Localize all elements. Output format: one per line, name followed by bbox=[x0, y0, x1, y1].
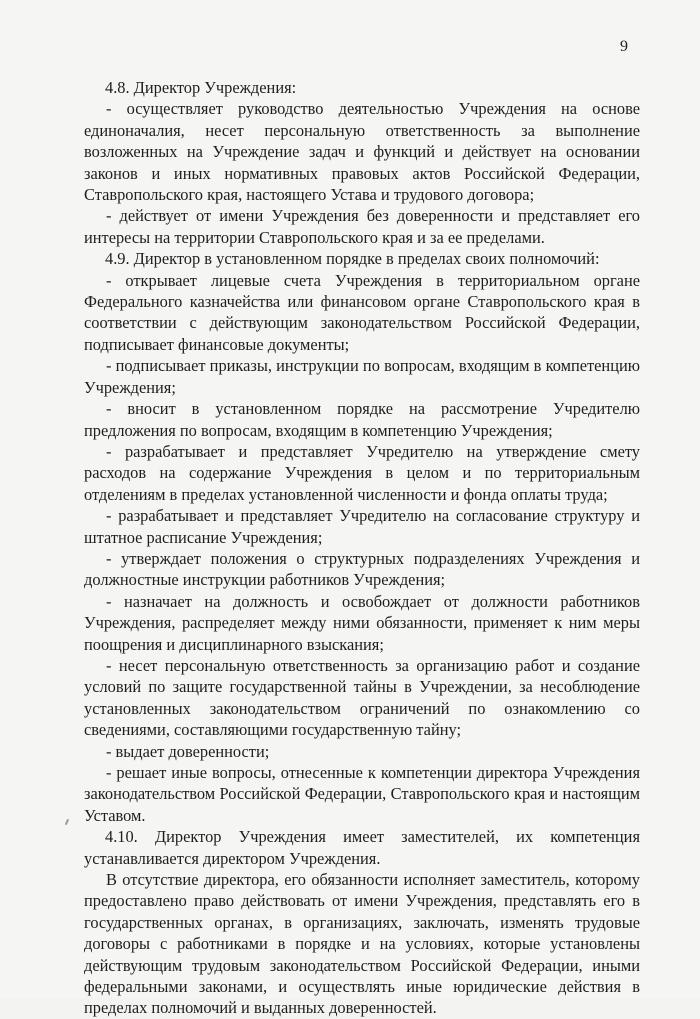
paragraph-proposals: - вносит в установленном порядке на рассмотрение Учредителю предложения по вопросам, входящим в компетенцию Учреждения; bbox=[84, 399, 640, 440]
paragraph-budget: - разрабатывает и представляет Учредителю на утверждение смету расходов на содержание Учреждения в целом и по территориальным отделениям в пределах установленной численности и фонда оплаты труда; bbox=[84, 441, 640, 504]
paragraph-accounts: - открывает лицевые счета Учреждения в территориальном органе Федерального казначейства или финансовом органе Ставропольского края в соответствии с действующим законодательством Российской Федерации, подписывает финансовые документы; bbox=[84, 270, 640, 354]
section-4-8-heading: 4.8. Директор Учреждения: bbox=[105, 78, 297, 97]
paragraph-staffing: - разрабатывает и представляет Учредителю на согласование структуру и штатное расписание Учреждения; bbox=[84, 506, 640, 547]
paragraph-representation: - действует от имени Учреждения без доверенности и представляет его интересы на территории Ставропольского края и за ее пределами. bbox=[84, 206, 640, 247]
paragraph-deputy: В отсутствие директора, его обязанности исполняет заместитель, которому предоставлено право действовать от имени Учреждения, представлять его в государственных органах, в организациях, заключать, изменять трудовые договоры с работниками в порядке и на условиях, которые установлены действующим трудовым законодательством Российской Федерации, иными федеральными законами, и осуществлять иные юридические действия в пределах полномочий и выданных доверенностей. bbox=[84, 870, 640, 1018]
paragraph-leadership: - осуществляет руководство деятельностью Учреждения на основе единоначалия, несет персональную ответственность за выполнение возложенных на Учреждение задач и функций и действует на основании законов и иных нормативных правовых актов Российской Федерации, Ставропольского края, настоящего Устава и трудового договора; bbox=[84, 99, 640, 205]
paragraph-other-matters: - решает иные вопросы, отнесенные к компетенции директора Учреждения законодательством Российской Федерации, Ставропольского края и настоящим Уставом. bbox=[84, 763, 640, 825]
document-body bbox=[84, 77, 640, 1019]
scan-speck bbox=[65, 819, 69, 825]
paragraph-power-of-attorney: - выдает доверенности; bbox=[106, 741, 270, 761]
page-number: 9 bbox=[620, 38, 628, 55]
section-4-9-heading: 4.9. Директор в установленном порядке в пределах своих полномочий: bbox=[105, 249, 600, 269]
paragraph-appointments: - назначает на должность и освобождает от должности работников Учреждения, распределяет между ними обязанности, применяет к ним меры поощрения и дисциплинарного взыскания; bbox=[84, 591, 640, 654]
paragraph-orders: - подписывает приказы, инструкции по вопросам, входящим в компетенцию Учреждения; bbox=[84, 356, 640, 397]
section-4-10-heading: 4.10. Директор Учреждения имеет заместителей, их компетенция устанавливается директором Учреждения. bbox=[84, 827, 640, 868]
paragraph-state-secret: - несет персональную ответственность за организацию работ и создание условий по защите государственной тайны в Учреждении, за несоблюдение установленных законодательством ограничений по ознакомлению со сведениями, составляющими государственную тайну; bbox=[84, 655, 640, 740]
paragraph-regulations: - утверждает положения о структурных подразделениях Учреждения и должностные инструкции работников Учреждения; bbox=[84, 548, 640, 590]
